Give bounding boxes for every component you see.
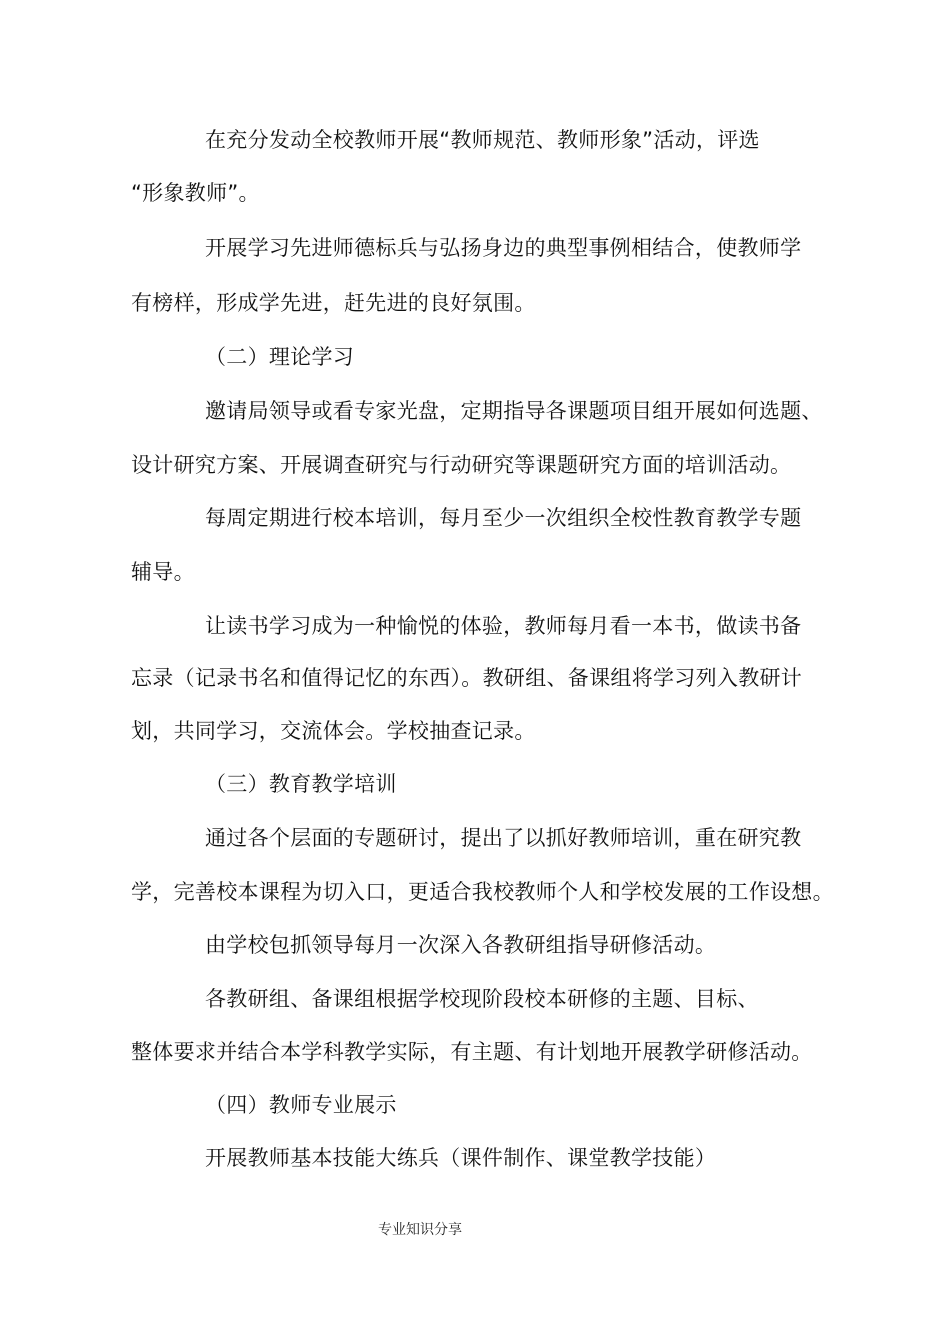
paragraph-line-18: 整体要求并结合本学科教学实际，有主题、有计划地开展教学研修活动。 bbox=[131, 1040, 813, 1064]
paragraph-line-17: 各教研组、备课组根据学校现阶段校本研修的主题、目标、 bbox=[205, 987, 759, 1011]
paragraph-line-9: 辅导。 bbox=[131, 560, 195, 584]
section-heading-3: （三）教育教学培训 bbox=[205, 772, 397, 796]
paragraph-line-16: 由学校包抓领导每月一次深入各教研组指导研修活动。 bbox=[205, 933, 717, 957]
paragraph-line-12: 划，共同学习，交流体会。学校抽查记录。 bbox=[131, 719, 536, 743]
paragraph-line-8: 每周定期进行校本培训，每月至少一次组织全校性教育教学专题 bbox=[205, 506, 802, 530]
section-heading-2: （二）理论学习 bbox=[205, 345, 355, 369]
paragraph-line-7: 设计研究方案、开展调查研究与行动研究等课题研究方面的培训活动。 bbox=[131, 453, 792, 477]
paragraph-line-2: “形象教师”。 bbox=[131, 181, 260, 205]
paragraph-line-1: 在充分发动全校教师开展“教师规范、教师形象”活动，评选 bbox=[205, 128, 760, 152]
paragraph-line-20: 开展教师基本技能大练兵（课件制作、课堂教学技能） bbox=[205, 1146, 717, 1170]
paragraph-line-11: 忘录（记录书名和值得记忆的东西）。教研组、备课组将学习列入教研计 bbox=[131, 666, 803, 690]
section-heading-4: （四）教师专业展示 bbox=[205, 1093, 397, 1117]
paragraph-line-3: 开展学习先进师德标兵与弘扬身边的典型事例相结合，使教师学 bbox=[205, 236, 802, 260]
paragraph-line-15: 学，完善校本课程为切入口，更适合我校教师个人和学校发展的工作设想。 bbox=[131, 880, 834, 904]
page-footer: 专业知识分享 bbox=[378, 1222, 462, 1238]
paragraph-line-14: 通过各个层面的专题研讨，提出了以抓好教师培训，重在研究教 bbox=[205, 826, 802, 850]
paragraph-line-4: 有榜样，形成学先进，赶先进的良好氛围。 bbox=[131, 291, 536, 315]
paragraph-line-6: 邀请局领导或看专家光盘，定期指导各课题项目组开展如何选题、 bbox=[205, 399, 823, 423]
paragraph-line-10: 让读书学习成为一种愉悦的体验，教师每月看一本书，做读书备 bbox=[205, 614, 802, 638]
